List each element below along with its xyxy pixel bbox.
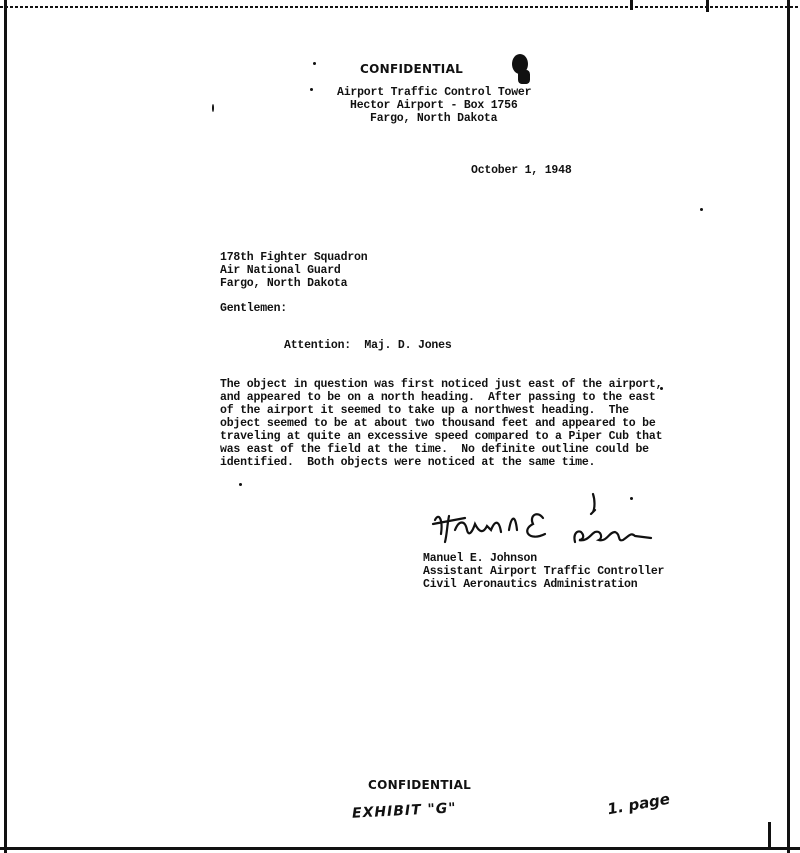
speck [239,483,242,486]
speck [313,62,316,65]
scan-mark [768,822,771,848]
page-border-left [4,0,7,853]
recipient-line-1: 178th Fighter Squadron [220,251,368,264]
letterhead-line-2: Hector Airport - Box 1756 [350,99,518,112]
scan-mark [630,0,633,10]
letter-date: October 1, 1948 [471,164,572,177]
salutation: Gentlemen: [220,302,288,315]
recipient-line-3: Fargo, North Dakota [220,277,348,290]
speck [212,104,214,112]
scan-mark [706,0,709,12]
body-line: and appeared to be on a north heading. After passing to the east [220,391,656,404]
speck [310,88,313,91]
handwritten-signature [425,490,655,552]
speck [700,208,703,211]
page-border-bottom [0,847,800,850]
body-line: traveling at quite an excessive speed compared to a Piper Cub that [220,430,663,443]
letterhead-line-1: Airport Traffic Control Tower [337,86,532,99]
page-border-right [787,0,790,853]
letterhead-line-3: Fargo, North Dakota [370,112,498,125]
attention-line: Attention: Maj. D. Jones [284,339,452,352]
body-line: was east of the field at the time. No definite outline could be [220,443,649,456]
signer-organization: Civil Aeronautics Administration [423,578,638,591]
page-border-top [0,6,800,8]
body-line: object seemed to be at about two thousand feet and appeared to be [220,417,656,430]
signer-name: Manuel E. Johnson [423,552,537,565]
ink-blot [518,70,530,84]
body-line: The object in question was first noticed just east of the airport, [220,378,663,391]
confidential-stamp-top: CONFIDENTIAL [360,62,464,76]
page-note: 1. page [605,789,672,819]
body-line: identified. Both objects were noticed at the same time. [220,456,596,469]
recipient-line-2: Air National Guard [220,264,341,277]
confidential-stamp-bottom: CONFIDENTIAL [368,778,472,792]
signer-title: Assistant Airport Traffic Controller [423,565,665,578]
exhibit-label: EXHIBIT "G" [351,800,458,822]
body-line: of the airport it seemed to take up a northwest heading. The [220,404,629,417]
